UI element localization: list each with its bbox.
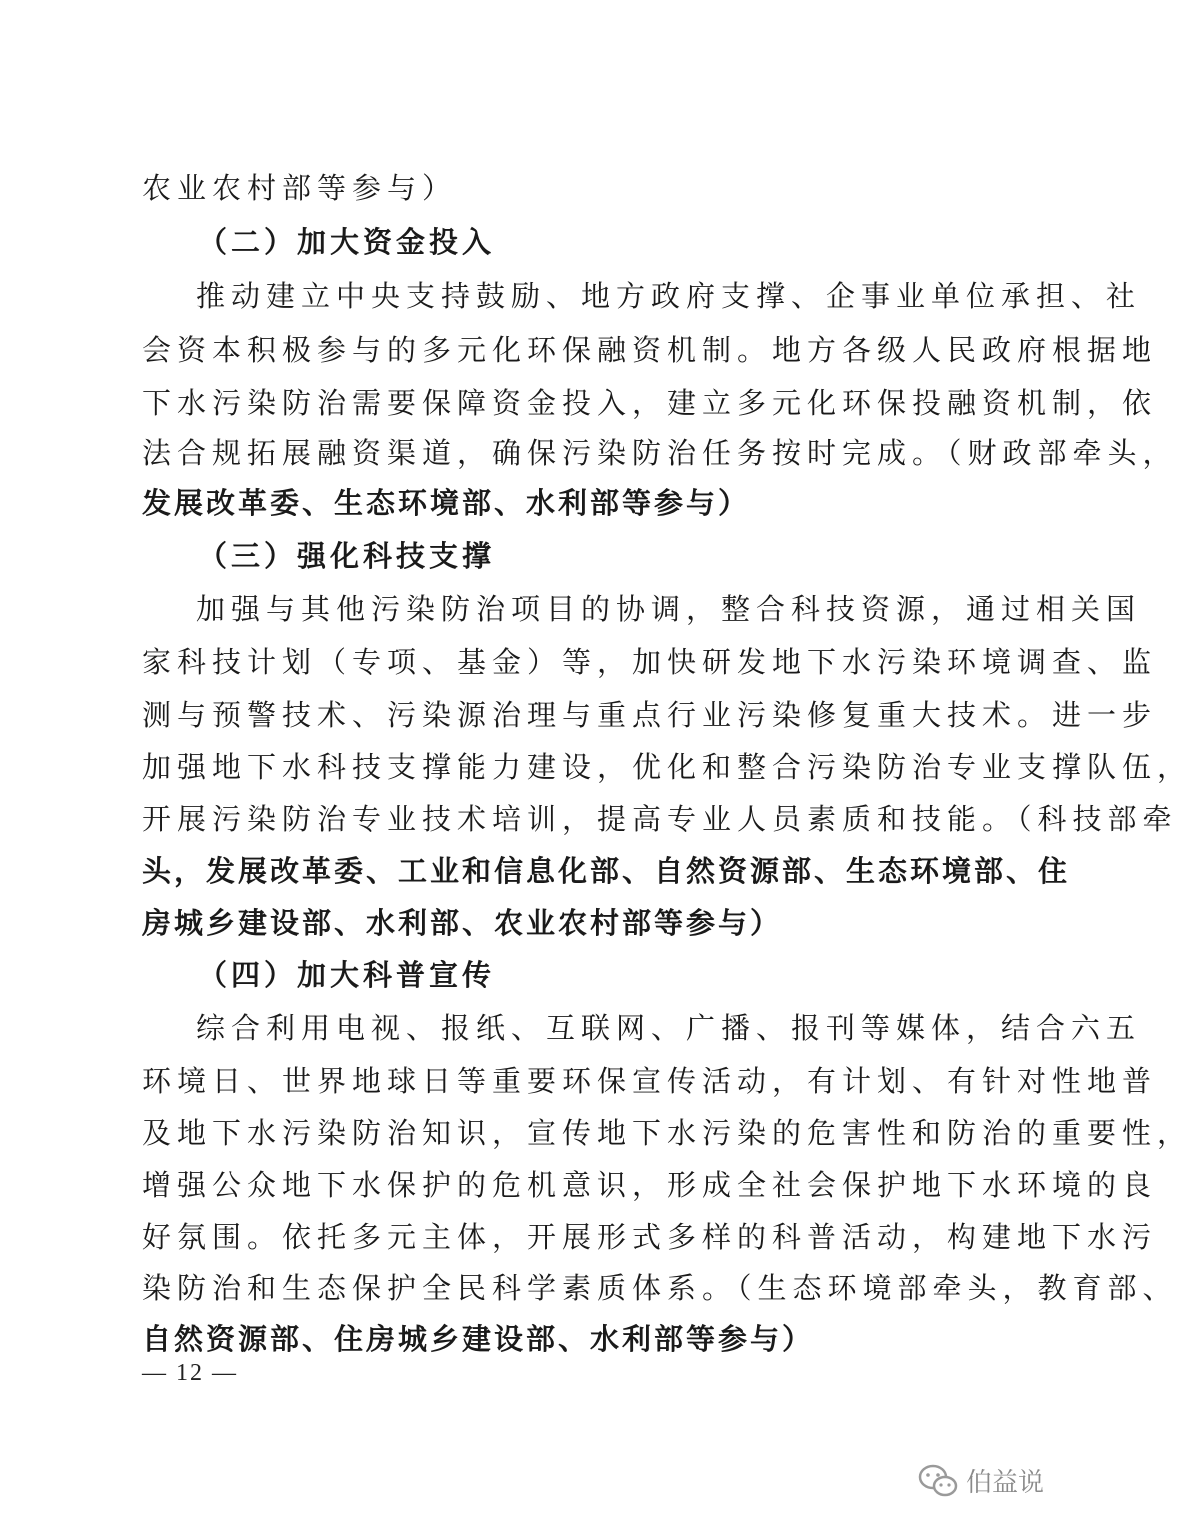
- text-line: 家科技计划（专项、基金）等，加快研发地下水污染环境调查、监: [142, 645, 1158, 679]
- text-line: 发展改革委、生态环境部、水利部等参与）: [142, 486, 751, 520]
- text-line: 染防治和生态保护全民科学素质体系。（生态环境部牵头，教育部、: [142, 1271, 1178, 1305]
- text-line: 好氛围。依托多元主体，开展形式多样的科普活动，构建地下水污: [142, 1220, 1158, 1254]
- text-line: 环境日、世界地球日等重要环保宣传活动，有计划、有针对性地普: [142, 1064, 1158, 1098]
- text-line: 农业农村部等参与）: [142, 171, 458, 205]
- text-line: 头，发展改革委、工业和信息化部、自然资源部、生态环境部、住: [142, 854, 1071, 888]
- section-heading: （二）加大资金投入: [198, 225, 496, 259]
- text-line: 加强地下水科技支撑能力建设，优化和整合污染防治专业支撑队伍，: [142, 750, 1192, 784]
- text-line: 增强公众地下水保护的危机意识，形成全社会保护地下水环境的良: [142, 1168, 1158, 1202]
- text-line: 加强与其他污染防治项目的协调，整合科技资源，通过相关国: [196, 592, 1142, 626]
- text-line: 房城乡建设部、水利部、农业农村部等参与）: [142, 906, 783, 940]
- text-line: 法合规拓展融资渠道，确保污染防治任务按时完成。（财政部牵头，: [142, 436, 1178, 470]
- wechat-icon: [918, 1464, 958, 1498]
- watermark-text: 伯益说: [965, 1468, 1044, 1498]
- text-line: 测与预警技术、污染源治理与重点行业污染修复重大技术。进一步: [142, 698, 1158, 732]
- watermark: [918, 1462, 1044, 1499]
- page-number: — 12 —: [142, 1360, 238, 1386]
- section-heading: （三）强化科技支撑: [198, 539, 496, 573]
- text-line: 开展污染防治专业技术培训，提高专业人员素质和技能。（科技部牵: [142, 802, 1178, 836]
- text-line: 会资本积极参与的多元化环保融资机制。地方各级人民政府根据地: [142, 333, 1158, 367]
- text-line: 推动建立中央支持鼓励、地方政府支撑、企事业单位承担、社: [196, 279, 1142, 313]
- text-line: 下水污染防治需要保障资金投入，建立多元化环保投融资机制，依: [142, 386, 1158, 420]
- text-line: 及地下水污染防治知识，宣传地下水污染的危害性和防治的重要性，: [142, 1116, 1192, 1150]
- text-line: 综合利用电视、报纸、互联网、广播、报刊等媒体，结合六五: [196, 1011, 1142, 1045]
- section-heading: （四）加大科普宣传: [198, 958, 496, 992]
- text-line: 自然资源部、住房城乡建设部、水利部等参与）: [142, 1322, 815, 1356]
